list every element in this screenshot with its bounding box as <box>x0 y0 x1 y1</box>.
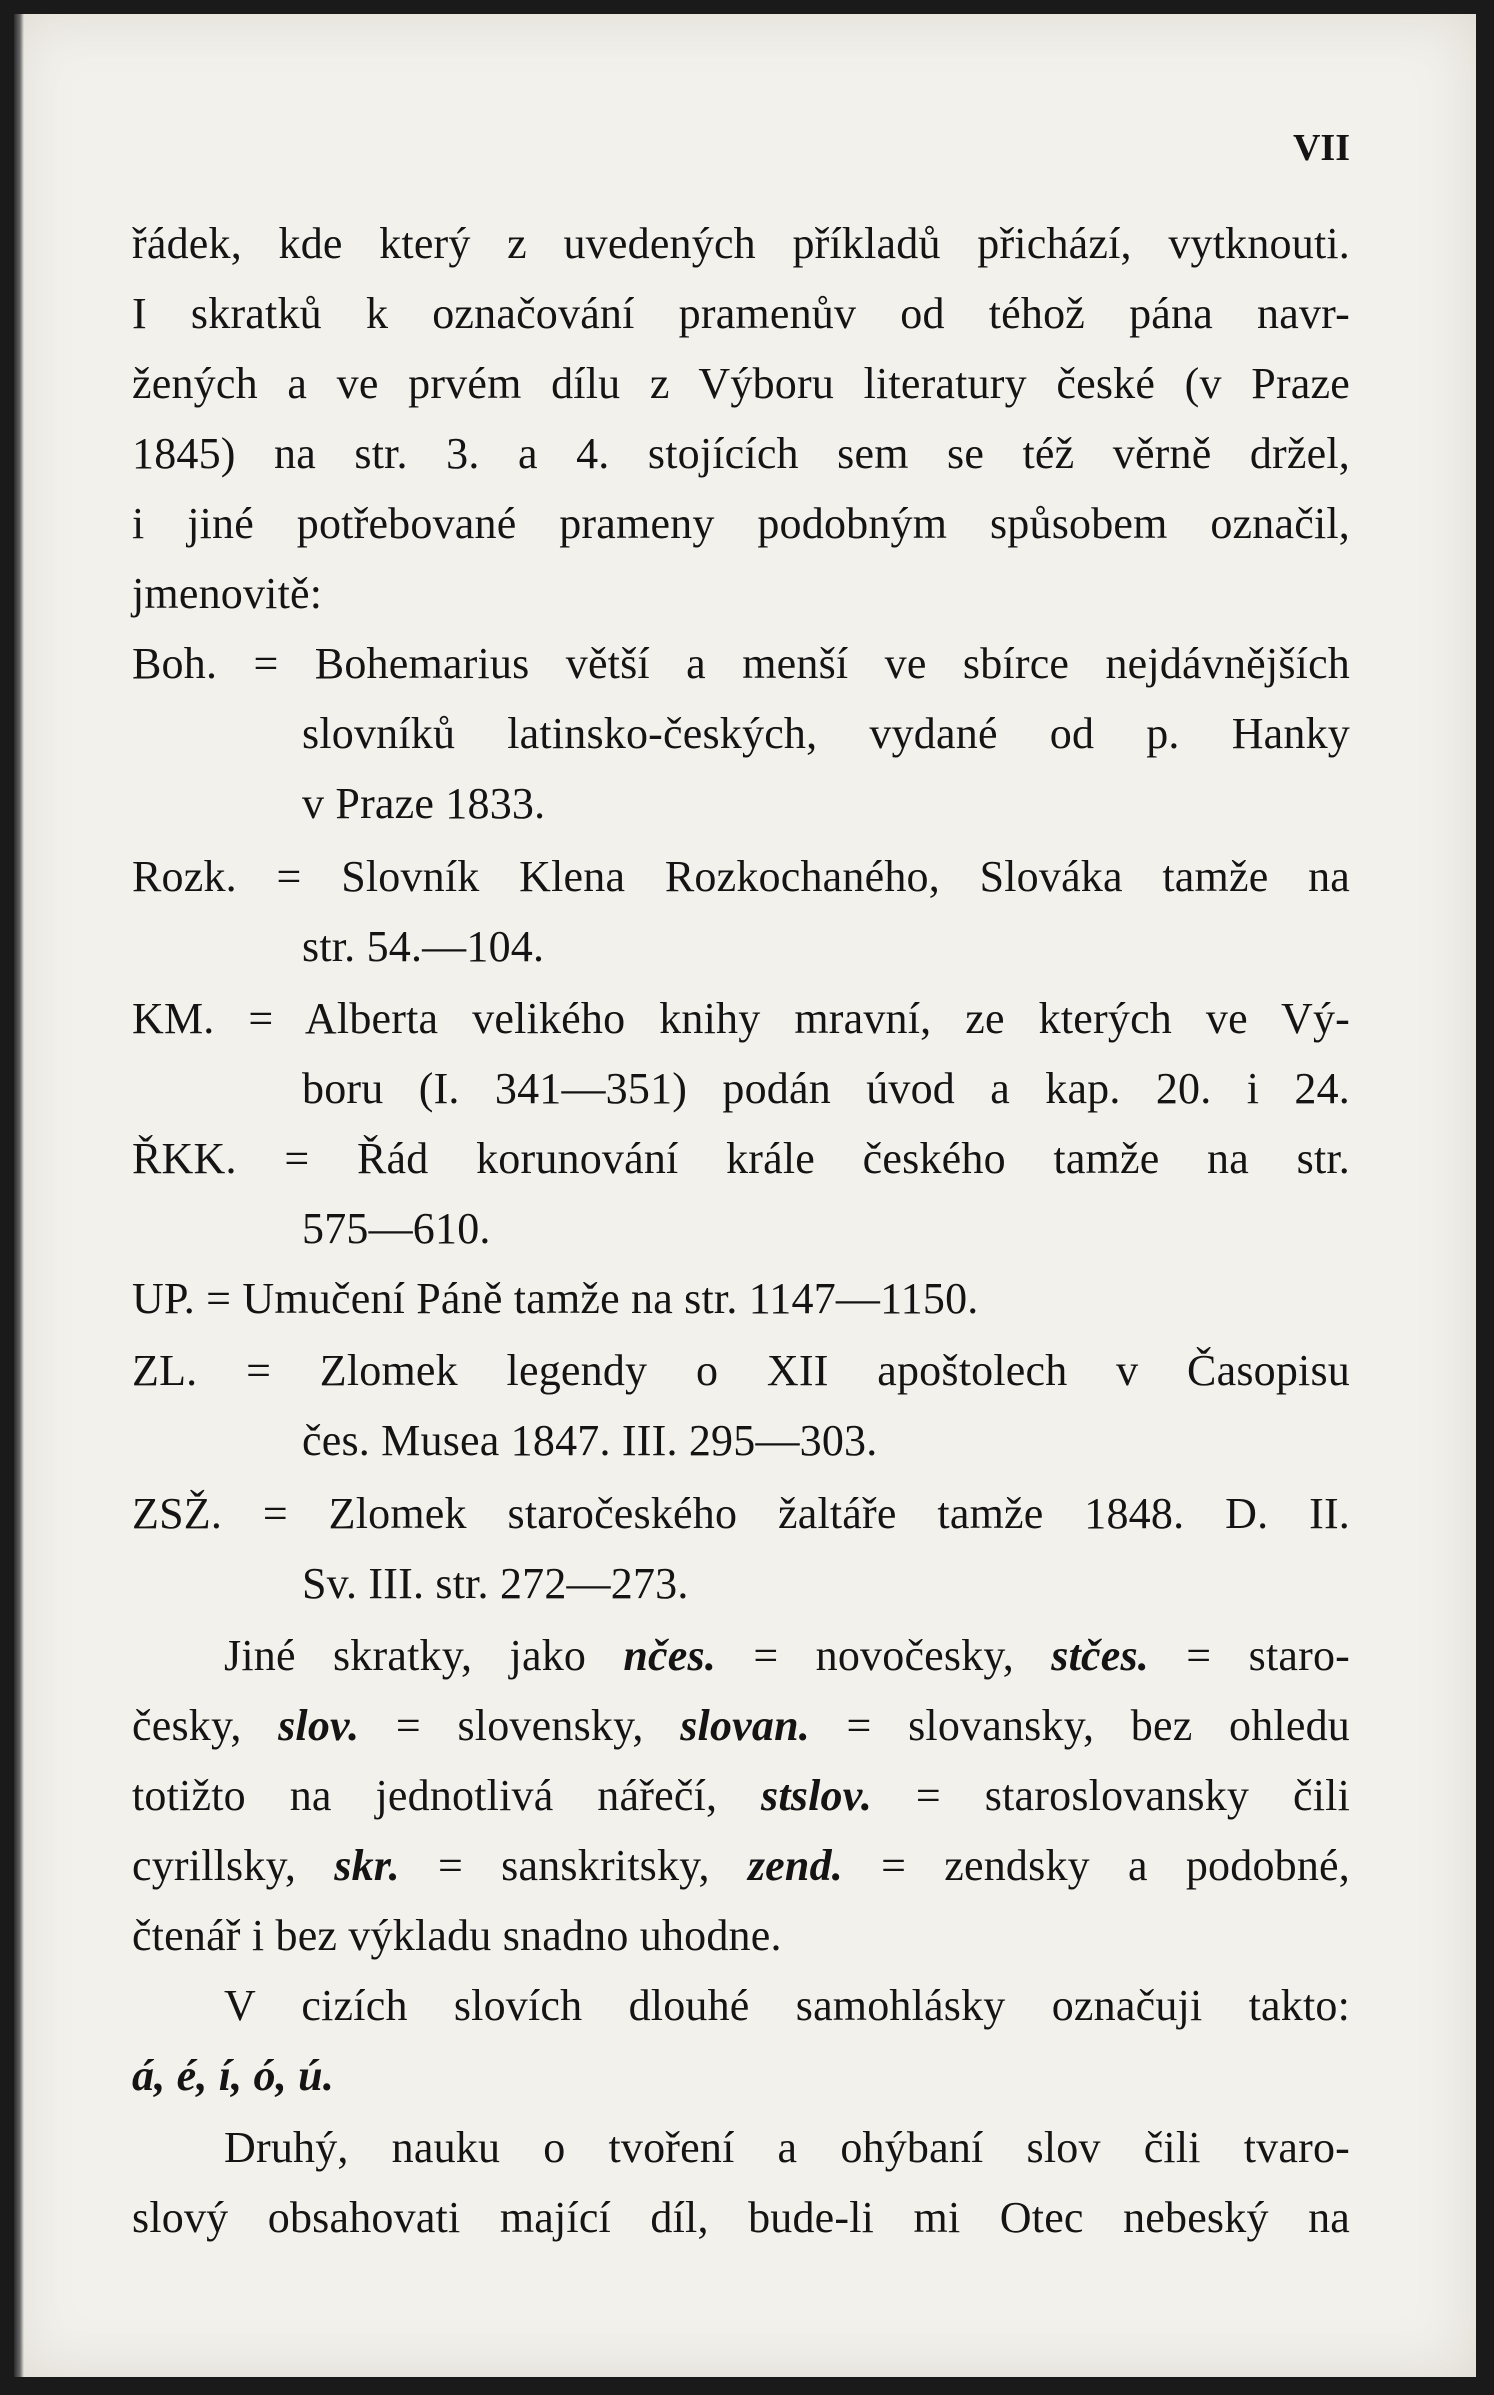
vowel-line: V cizích slovích dlouhé samohlásky označuji takto: <box>224 1981 1350 2030</box>
text-span: = zendsky a podobné, <box>842 1841 1350 1890</box>
source-entry-line: slovníků latinsko-českých, vydané od p. Hanky <box>302 709 1350 758</box>
text-line: i jiné potřebované prameny podobným spůsobem označil, <box>132 499 1350 548</box>
final-line: slový obsahovati mající díl, bude-li mi Otec nebeský na <box>132 2193 1350 2242</box>
source-entry-line: str. 54.—104. <box>302 922 545 971</box>
abbr-line: čtenář i bez výkladu snadno uhodne. <box>132 1911 782 1960</box>
italic-abbr: nčes. <box>623 1631 717 1680</box>
source-entry-line: 575—610. <box>302 1204 491 1253</box>
text-span: = slovensky, <box>359 1701 681 1750</box>
final-line: Druhý, nauku o tvoření a ohýbaní slov čili tvaro- <box>224 2123 1350 2172</box>
italic-abbr: stslov. <box>761 1771 873 1820</box>
book-spine-shadow <box>14 14 24 2377</box>
source-entry-zl: ZL. = Zlomek legendy o XII apoštolech v Časopisu <box>132 1346 1350 1395</box>
abbr-line <box>132 1691 1350 1761</box>
text-line: žených a ve prvém dílu z Výboru literatury české (v Praze <box>132 359 1350 408</box>
text-line: jmenovitě: <box>132 569 323 618</box>
source-entry-km: KM. = Alberta velikého knihy mravní, ze kterých ve Vý- <box>132 994 1350 1043</box>
text-span: = sanskritsky, <box>399 1841 748 1890</box>
source-entry-line: čes. Musea 1847. III. 295—303. <box>302 1416 878 1465</box>
source-entry-rkk: ŘKK. = Řád korunování krále českého tamže na str. <box>132 1134 1350 1183</box>
text-span: = slovansky, bez ohledu <box>809 1701 1350 1750</box>
italic-abbr: slov. <box>278 1701 360 1750</box>
source-entry-up: UP. = Umučení Páně tamže na str. 1147—1150. <box>132 1274 979 1323</box>
source-entry-zsz: ZSŽ. = Zlomek staročeského žaltáře tamže 1848. D. II. <box>132 1489 1350 1538</box>
text-span: = novočesky, <box>716 1631 1052 1680</box>
italic-abbr: stčes. <box>1051 1631 1150 1680</box>
source-entry-boh: Boh. = Bohemarius větší a menší ve sbírce nejdávnějších <box>132 639 1350 688</box>
text-span: cyrillsky, <box>132 1841 335 1890</box>
vowel-examples: á, é, í, ó, ú. <box>132 2051 335 2100</box>
text-line: řádek, kde který z uvedených příkladů přichází, vytknouti. <box>132 219 1350 268</box>
italic-abbr: skr. <box>334 1841 400 1890</box>
text-line: 1845) na str. 3. a 4. stojících sem se též věrně držel, <box>132 429 1350 478</box>
book-page <box>14 14 1476 2377</box>
source-entry-line: Sv. III. str. 272—273. <box>302 1559 689 1608</box>
text-span: Jiné skratky, jako <box>224 1631 624 1680</box>
text-span: = staroslovansky čili <box>872 1771 1350 1820</box>
text-span: = staro- <box>1149 1631 1350 1680</box>
abbr-line <box>132 1761 1350 1831</box>
italic-abbr: slovan. <box>680 1701 810 1750</box>
text-span: totižto na jednotlivá nářečí, <box>132 1771 762 1820</box>
source-entry-rozk: Rozk. = Slovník Klena Rozkochaného, Slováka tamže na <box>132 852 1350 901</box>
page-number: VII <box>1292 127 1350 169</box>
source-entry-line: boru (I. 341—351) podán úvod a kap. 20. i 24. <box>302 1064 1350 1113</box>
abbr-line <box>132 1831 1350 1901</box>
italic-abbr: zend. <box>747 1841 843 1890</box>
text-line: I skratků k označování pramenův od téhož pána navr- <box>132 289 1350 338</box>
source-entry-line: v Praze 1833. <box>302 779 546 828</box>
text-span: česky, <box>132 1701 279 1750</box>
abbr-line <box>132 1621 1350 1691</box>
